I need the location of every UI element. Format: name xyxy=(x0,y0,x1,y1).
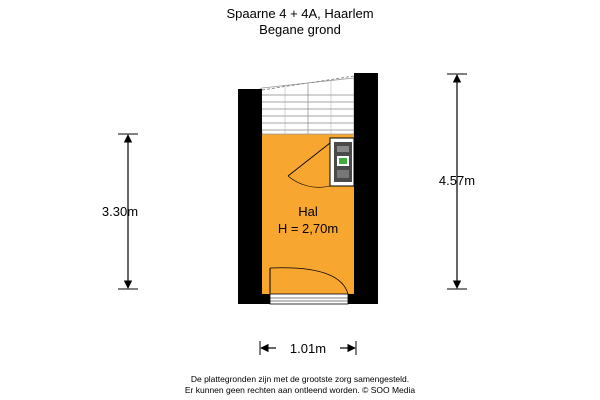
bottom-width-label: 1.01m xyxy=(289,341,327,356)
right-wall-base xyxy=(348,294,378,304)
room-height: H = 2,70m xyxy=(277,221,339,236)
disclaimer-line-1: De plattegronden zijn met de grootste zorg samengesteld. xyxy=(190,374,410,384)
left-height-label: 3.30m xyxy=(101,204,139,219)
meter-cabinet xyxy=(330,138,354,186)
right-height-label: 4.57m xyxy=(438,173,476,188)
staircase xyxy=(258,76,354,134)
right-wall xyxy=(354,73,378,304)
room-name: Hal xyxy=(298,204,318,219)
left-wall xyxy=(238,89,262,304)
floor-name: Begane grond xyxy=(259,22,341,37)
left-wall-base xyxy=(238,294,270,304)
disclaimer-line-2: Er kunnen geen rechten aan ontleend worden. © SOO Media xyxy=(184,385,416,395)
disclaimer xyxy=(0,374,600,396)
plan-title: Spaarne 4 + 4A, Haarlem xyxy=(226,6,374,21)
